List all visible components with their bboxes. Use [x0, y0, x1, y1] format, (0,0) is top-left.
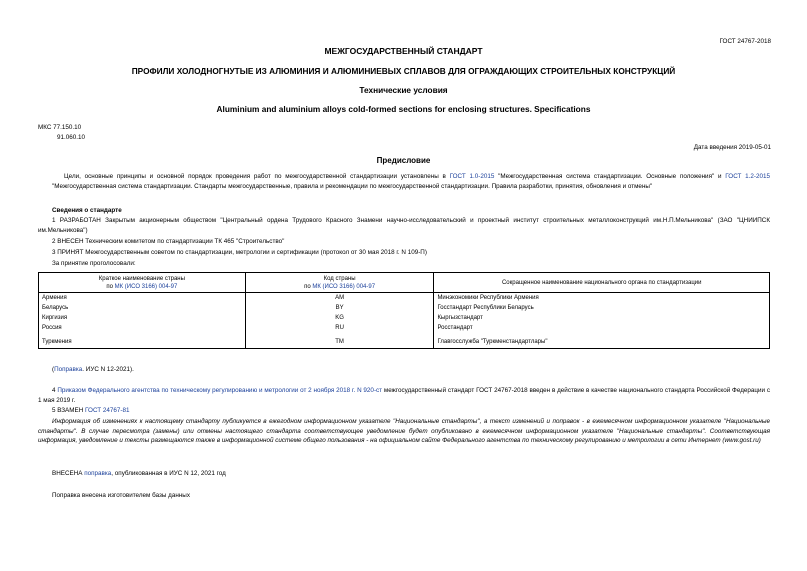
- table-row: [39, 303, 770, 313]
- column-header-country: [39, 273, 246, 293]
- amendment-link[interactable]: Поправка: [54, 366, 83, 373]
- column-header-body: Сокращенное наименование национального органа по стандартизации: [434, 273, 770, 293]
- order-link[interactable]: Приказом Федерального агентства по техническому регулированию и метрологии от 2 ноября 2018 г. N 920-ст: [57, 387, 383, 394]
- country-cell: Армения: [39, 293, 246, 304]
- column-header-text: Код страны: [323, 275, 356, 282]
- table-header-row: [39, 273, 770, 293]
- mk-iso-link[interactable]: МК (ИСО 3166) 004-97: [312, 283, 376, 290]
- column-header-text: по: [304, 283, 313, 290]
- item-submitted: 2 ВНЕСЕН Техническим комитетом по стандартизации ТК 465 "Строительство": [52, 238, 285, 245]
- table-row: [39, 293, 770, 304]
- mk-iso-link[interactable]: МК (ИСО 3166) 004-97: [114, 283, 178, 290]
- foreword-text: "Межгосударственная система стандартизации. Стандарты межгосударственные, правила и рекомендации по межгосударственной стандартизации. Правила разработки, принятия, обновления и отмены": [52, 182, 653, 190]
- item-text: 4: [52, 387, 58, 394]
- voted-label: За принятие проголосовали:: [52, 260, 136, 267]
- table-row: [39, 333, 770, 349]
- column-header-code: [245, 273, 434, 293]
- voting-table: [38, 272, 770, 349]
- country-cell: Россия: [39, 323, 246, 333]
- code-cell: RU: [245, 323, 434, 333]
- standard-info-heading: Сведения о стандарте: [52, 207, 122, 214]
- body-cell: Минэкономики Республики Армения: [434, 293, 770, 304]
- column-header-text: Краткое наименование страны: [98, 275, 185, 282]
- amendment-text: , опубликованная в ИУС N 12, 2021 год: [111, 470, 226, 477]
- body-cell: Кыргызстандарт: [434, 313, 770, 323]
- document-title: ПРОФИЛИ ХОЛОДНОГНУТЫЕ ИЗ АЛЮМИНИЯ И АЛЮМИНИЕВЫХ СПЛАВОВ ДЛЯ ОГРАЖДАЮЩИХ СТРОИТЕЛЬНЫХ КОНСТРУКЦИЙ: [131, 66, 676, 76]
- country-cell: Туркмения: [39, 333, 246, 349]
- country-cell: Киргизия: [39, 313, 246, 323]
- item-enacted: [38, 386, 770, 405]
- item-replaces: [52, 407, 130, 414]
- amendment-note: [52, 366, 134, 373]
- mks-code-secondary: 91.060.10: [57, 134, 86, 141]
- code-cell: TM: [245, 333, 434, 349]
- foreword-heading: Предисловие: [376, 156, 431, 165]
- code-cell: AM: [245, 293, 434, 304]
- gost-1-2-link[interactable]: ГОСТ 1.2-2015: [725, 173, 771, 180]
- body-cell: Госстандарт Республики Беларусь: [434, 303, 770, 313]
- foreword-text: "Межгосударственная система стандартизации. Основные положения" и: [494, 173, 726, 180]
- gost-24767-81-link[interactable]: ГОСТ 24767-81: [85, 407, 130, 414]
- document-subtitle: Технические условия: [359, 85, 448, 95]
- gost-1-0-link[interactable]: ГОСТ 1.0-2015: [449, 173, 495, 180]
- table-row: [39, 313, 770, 323]
- standard-type: МЕЖГОСУДАРСТВЕННЫЙ СТАНДАРТ: [324, 46, 483, 56]
- body-cell: Главгосслужба "Туркменстандартлары": [434, 333, 770, 349]
- foreword-text: Цели, основные принципы и основной порядок проведения работ по межгосударственной стандартизации установлены в: [64, 173, 450, 180]
- mks-code: МКС 77.150.10: [38, 124, 82, 131]
- english-title: Aluminium and aluminium alloys cold-formed sections for enclosing structures. Specifications: [216, 104, 591, 114]
- code-cell: BY: [245, 303, 434, 313]
- database-note: Поправка внесена изготовителем базы данных: [52, 492, 190, 499]
- body-cell: Росстандарт: [434, 323, 770, 333]
- item-developed: 1 РАЗРАБОТАН Закрытым акционерным обществом "Центральный ордена Трудового Красного Знамени научно-исследовательский и проектный институт строительных металлоконструкций им.Н.П.Мельникова" (ЗАО "ЦНИИПСК им.Мельникова"): [38, 217, 770, 234]
- country-cell: Беларусь: [39, 303, 246, 313]
- document-number: ГОСТ 24767-2018: [719, 38, 771, 45]
- amendment-text: ВНЕСЕНА: [52, 470, 85, 477]
- amendment-link[interactable]: поправка: [84, 470, 112, 477]
- foreword-paragraph: [52, 172, 770, 191]
- item-text: 5 ВЗАМЕН: [52, 407, 85, 414]
- column-header-text: по: [106, 283, 115, 290]
- item-adopted: 3 ПРИНЯТ Межгосударственным советом по стандартизации, метрологии и сертификации (протокол от 30 мая 2018 г. N 109-П): [52, 249, 427, 256]
- amendment-text: (: [52, 366, 55, 373]
- amendment-published: [52, 470, 226, 477]
- changes-info-paragraph: Информация об изменениях к настоящему стандарту публикуется в ежегодном информационном указателе "Национальные стандарты", а текст изменений и поправок - в ежемесячном информационном указателе "Национальные стандарты". В случае пересмотра (замены) или отмены настоящего стандарта соответствующее уведомление будет опубликовано в ежемесячном информационном указателе "Национальные стандарты". Соответствующая информация, уведомление и тексты размещаются также в информационной системе общего пользования - на официальном сайте Федерального агентства по техническому регулированию и метрологии в сети Интернет (www.gost.ru): [38, 418, 770, 445]
- table-row: [39, 323, 770, 333]
- amendment-text: . ИУС N 12-2021).: [82, 366, 134, 373]
- code-cell: KG: [245, 313, 434, 323]
- item-text: межгосударственный стандарт ГОСТ 24767-2018 введен в действие в качестве национального стандарта Российской Федерации с 1 мая 2019 г.: [38, 387, 770, 404]
- introduction-date: Дата введения 2019-05-01: [693, 144, 771, 151]
